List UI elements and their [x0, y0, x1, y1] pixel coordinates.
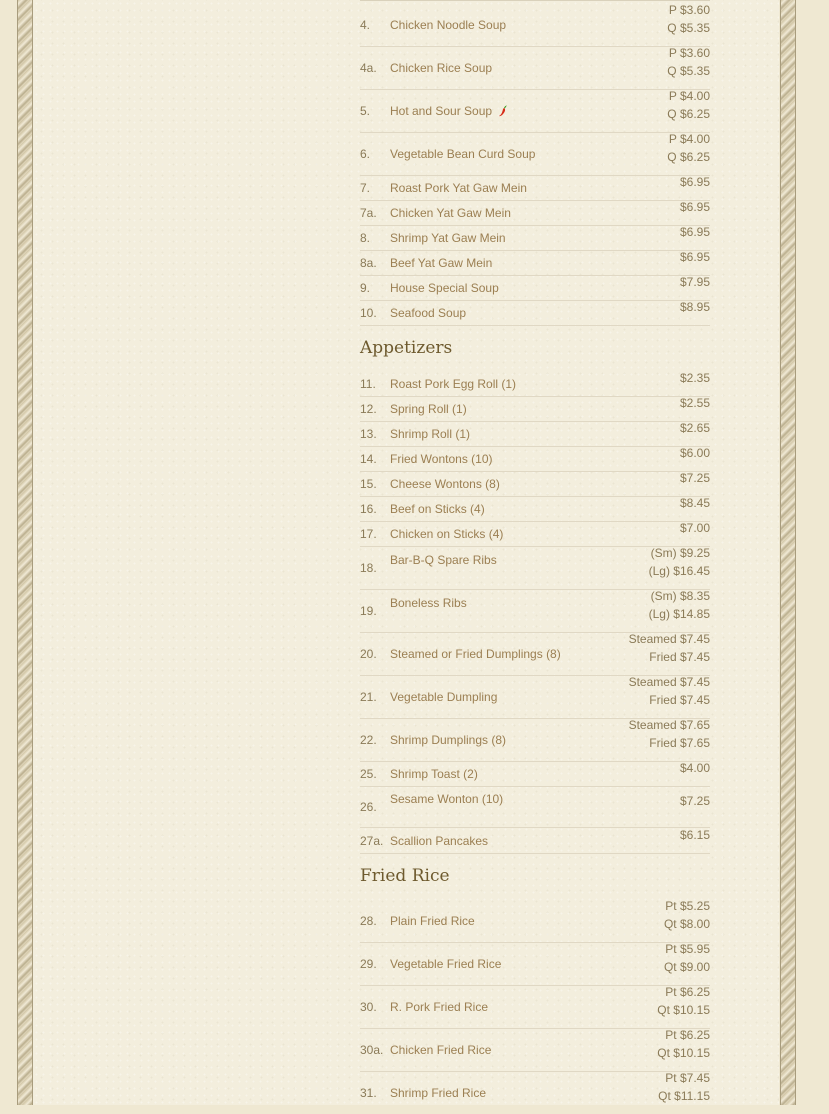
price-line: Steamed $7.45	[628, 632, 710, 646]
item-price	[629, 673, 710, 709]
item-price	[680, 494, 710, 512]
item-name[interactable]: Chicken Noodle Soup	[390, 18, 507, 32]
menu-item-row	[360, 676, 710, 719]
menu-item-row	[360, 762, 710, 787]
menu-item-row	[360, 397, 710, 422]
item-link-roast-pork-egg-roll-1[interactable]	[390, 377, 516, 391]
price-line: $7.25	[679, 794, 710, 808]
item-number: 6.	[360, 147, 371, 161]
menu-item-row	[360, 176, 710, 201]
item-number: 25.	[360, 767, 377, 781]
menu-item-row	[360, 787, 710, 828]
item-number: 4.	[360, 18, 371, 32]
menu-item-row	[360, 472, 710, 497]
item-number: 7.	[360, 181, 371, 195]
item-link-seafood-soup[interactable]	[390, 306, 466, 320]
item-name[interactable]: Shrimp Roll (1)	[390, 427, 471, 441]
price-line: Q $6.25	[667, 150, 710, 164]
price-line: (Lg) $16.45	[648, 564, 710, 578]
item-link-chicken-on-sticks-4[interactable]	[390, 527, 503, 541]
price-line: $6.15	[679, 828, 710, 842]
item-name[interactable]: R. Pork Fried Rice	[390, 1000, 489, 1014]
price-line: Qt $11.15	[658, 1089, 710, 1103]
item-link-vegetable-bean-curd-soup[interactable]	[390, 147, 535, 161]
item-name[interactable]: Beef Yat Gaw Mein	[390, 256, 493, 270]
price-line: Fried $7.65	[649, 736, 710, 750]
item-number: 27a.	[360, 834, 384, 848]
price-line: Qt $8.00	[663, 917, 710, 931]
item-name[interactable]: Chicken on Sticks (4)	[390, 527, 504, 541]
item-name[interactable]: Bar-B-Q Spare Ribs	[390, 553, 497, 567]
item-link-chicken-rice-soup[interactable]	[390, 61, 492, 75]
price-line: $2.65	[679, 421, 710, 435]
item-name[interactable]: House Special Soup	[390, 281, 499, 295]
item-link-plain-fried-rice[interactable]	[390, 914, 475, 928]
item-price	[680, 419, 710, 437]
item-link-shrimp-fried-rice[interactable]	[390, 1086, 486, 1100]
item-number: 17.	[360, 527, 377, 541]
item-number: 18.	[360, 561, 377, 575]
item-link-cheese-wontons-8[interactable]	[390, 477, 500, 491]
menu-item-row	[360, 497, 710, 522]
item-price	[680, 469, 710, 487]
item-name[interactable]: Chicken Rice Soup	[390, 61, 493, 75]
item-number: 19.	[360, 604, 377, 618]
menu-item-row	[360, 47, 710, 90]
item-number: 5.	[360, 104, 371, 118]
item-name[interactable]: Boneless Ribs	[390, 596, 467, 610]
item-name[interactable]: Sesame Wonton (10)	[390, 792, 504, 806]
menu-item-row	[360, 372, 710, 397]
menu-item-row	[360, 133, 710, 176]
item-price	[667, 130, 710, 166]
price-line: Fried $7.45	[649, 650, 710, 664]
price-line: P $4.00	[668, 89, 710, 103]
price-line: Q $5.35	[667, 21, 710, 35]
price-line: (Lg) $14.85	[648, 607, 710, 621]
menu-item-row	[360, 201, 710, 226]
item-number: 22.	[360, 733, 377, 747]
item-name[interactable]: Vegetable Fried Rice	[390, 957, 502, 971]
price-line: Q $5.35	[667, 64, 710, 78]
menu-item-row	[360, 719, 710, 762]
menu-item-row	[360, 1029, 710, 1072]
item-number: 16.	[360, 502, 377, 516]
price-line: $2.55	[679, 396, 710, 410]
item-price	[667, 87, 710, 123]
item-number: 15.	[360, 477, 377, 491]
section-title-appetizers: Appetizers	[360, 338, 453, 358]
item-number: 31.	[360, 1086, 377, 1100]
left-rope-border	[17, 0, 33, 1105]
menu-item-row	[360, 829, 710, 854]
item-link-shrimp-roll-1[interactable]	[390, 427, 470, 441]
item-number: 30a.	[360, 1043, 384, 1057]
item-price	[657, 1026, 710, 1062]
item-price	[649, 544, 710, 580]
price-line: Pt $7.45	[665, 1071, 710, 1085]
item-number: 8a.	[360, 256, 377, 270]
menu-item-row	[360, 4, 710, 47]
item-price	[680, 369, 710, 387]
price-line: $6.95	[679, 250, 710, 264]
item-price	[680, 759, 710, 777]
price-line: P $3.60	[668, 46, 710, 60]
price-line: Pt $5.95	[665, 942, 710, 956]
item-name[interactable]: Roast Pork Egg Roll (1)	[390, 377, 517, 391]
item-price	[680, 519, 710, 537]
menu-item-row	[360, 547, 710, 590]
section-title-fried-rice: Fried Rice	[360, 866, 450, 886]
item-price	[680, 792, 710, 810]
item-name[interactable]: Seafood Soup	[390, 306, 467, 320]
item-price	[680, 298, 710, 316]
price-line: Fried $7.45	[649, 693, 710, 707]
item-name[interactable]: Roast Pork Yat Gaw Mein	[390, 181, 527, 195]
item-link-sesame-wonton-10[interactable]	[390, 792, 503, 806]
item-number: 9.	[360, 281, 371, 295]
price-line: Pt $6.25	[665, 1028, 710, 1042]
item-link-shrimp-toast-2[interactable]	[390, 767, 478, 781]
price-line: P $4.00	[668, 132, 710, 146]
item-name[interactable]: Hot and Sour Soup	[390, 104, 493, 118]
price-line: $6.95	[679, 175, 710, 189]
item-number: 12.	[360, 402, 377, 416]
price-line: $6.95	[679, 225, 710, 239]
item-link-beef-on-sticks-4[interactable]	[390, 502, 485, 516]
item-link-boneless-ribs[interactable]	[390, 596, 467, 610]
item-link-steamed-or-fried-dumplings-8[interactable]	[390, 647, 561, 661]
item-name[interactable]: Vegetable Bean Curd Soup	[390, 147, 536, 161]
menu-item-row	[360, 943, 710, 986]
item-price	[667, 44, 710, 80]
item-name[interactable]: Spring Roll (1)	[390, 402, 467, 416]
item-link-spring-roll-1[interactable]	[390, 402, 467, 416]
item-price	[629, 716, 710, 752]
price-line: $7.00	[679, 521, 710, 535]
item-name[interactable]: Chicken Yat Gaw Mein	[390, 206, 511, 220]
item-name[interactable]: Scallion Pancakes	[390, 834, 489, 848]
item-link-shrimp-dumplings-8[interactable]	[390, 733, 506, 747]
item-price	[680, 223, 710, 241]
item-link-r-pork-fried-rice[interactable]	[390, 1000, 488, 1014]
price-line: Q $6.25	[667, 107, 710, 121]
item-number: 7a.	[360, 206, 377, 220]
item-name[interactable]: Chicken Fried Rice	[390, 1043, 492, 1057]
menu-item-row	[360, 251, 710, 276]
item-name[interactable]: Shrimp Fried Rice	[390, 1086, 487, 1100]
item-name[interactable]: Shrimp Dumplings (8)	[390, 733, 507, 747]
price-line: P $3.60	[668, 3, 710, 17]
item-price	[658, 1069, 710, 1105]
price-line: Qt $9.00	[663, 960, 710, 974]
item-number: 28.	[360, 914, 377, 928]
item-link-beef-yat-gaw-mein[interactable]	[390, 256, 492, 270]
item-link-chicken-yat-gaw-mein[interactable]	[390, 206, 511, 220]
item-link-chicken-fried-rice[interactable]	[390, 1043, 491, 1057]
item-name[interactable]: Steamed or Fried Dumplings (8)	[390, 647, 561, 661]
price-line: Steamed $7.45	[628, 675, 710, 689]
item-number: 10.	[360, 306, 377, 320]
menu-item-row	[360, 633, 710, 676]
menu-item-row	[360, 276, 710, 301]
item-name[interactable]: Vegetable Dumpling	[390, 690, 498, 704]
menu-item-row	[360, 226, 710, 251]
item-name[interactable]: Beef on Sticks (4)	[390, 502, 485, 516]
item-number: 13.	[360, 427, 377, 441]
item-price	[667, 1, 710, 37]
price-line: $8.95	[679, 300, 710, 314]
price-line: $4.00	[679, 761, 710, 775]
item-number: 14.	[360, 452, 377, 466]
price-line: $6.95	[679, 200, 710, 214]
menu-item-row	[360, 301, 710, 326]
item-price	[657, 983, 710, 1019]
item-link-hot-and-sour-soup[interactable]	[390, 104, 508, 118]
menu-item-row	[360, 1072, 710, 1114]
item-link-vegetable-dumpling[interactable]	[390, 690, 497, 704]
price-line: $6.00	[679, 446, 710, 460]
item-link-chicken-noodle-soup[interactable]	[390, 18, 506, 32]
price-line: Pt $5.25	[665, 899, 710, 913]
item-price	[680, 248, 710, 266]
item-name[interactable]: Cheese Wontons (8)	[390, 477, 500, 491]
item-name[interactable]: Shrimp Toast (2)	[390, 767, 478, 781]
price-line: Steamed $7.65	[628, 718, 710, 732]
menu-item-row	[360, 447, 710, 472]
price-line: Qt $10.15	[657, 1046, 710, 1060]
price-line: $7.95	[679, 275, 710, 289]
item-link-fried-wontons-10[interactable]	[390, 452, 493, 466]
item-number: 30.	[360, 1000, 377, 1014]
item-price	[680, 826, 710, 844]
menu-item-row	[360, 986, 710, 1029]
item-price	[680, 198, 710, 216]
item-price	[664, 897, 710, 933]
item-number: 8.	[360, 231, 371, 245]
item-price	[680, 173, 710, 191]
item-link-shrimp-yat-gaw-mein[interactable]	[390, 231, 506, 245]
item-price	[664, 940, 710, 976]
price-line: $2.35	[679, 371, 710, 385]
item-price	[680, 444, 710, 462]
item-price	[629, 630, 710, 666]
item-price	[680, 273, 710, 291]
menu-item-row	[360, 590, 710, 633]
item-price	[680, 394, 710, 412]
item-link-scallion-pancakes[interactable]	[390, 834, 488, 848]
item-number: 29.	[360, 957, 377, 971]
price-line: $7.25	[679, 471, 710, 485]
item-number: 20.	[360, 647, 377, 661]
item-number: 26.	[360, 800, 377, 814]
item-number: 21.	[360, 690, 377, 704]
item-name[interactable]: Shrimp Yat Gaw Mein	[390, 231, 506, 245]
price-line: Qt $10.15	[657, 1003, 710, 1017]
item-link-roast-pork-yat-gaw-mein[interactable]	[390, 181, 527, 195]
divider	[360, 0, 710, 1]
item-link-bar-b-q-spare-ribs[interactable]	[390, 553, 497, 567]
item-price	[649, 587, 710, 623]
chili-pepper-icon	[498, 105, 508, 117]
price-line: (Sm) $9.25	[650, 546, 710, 560]
item-name[interactable]: Plain Fried Rice	[390, 914, 475, 928]
item-number: 4a.	[360, 61, 377, 75]
price-line: (Sm) $8.35	[650, 589, 710, 603]
item-name[interactable]: Fried Wontons (10)	[390, 452, 493, 466]
menu-item-row	[360, 90, 710, 133]
price-line: $8.45	[679, 496, 710, 510]
menu-item-row	[360, 422, 710, 447]
item-link-house-special-soup[interactable]	[390, 281, 499, 295]
item-link-vegetable-fried-rice[interactable]	[390, 957, 501, 971]
right-rope-border	[780, 0, 796, 1105]
price-line: Pt $6.25	[665, 985, 710, 999]
item-number: 11.	[360, 377, 376, 391]
menu-item-row	[360, 900, 710, 943]
